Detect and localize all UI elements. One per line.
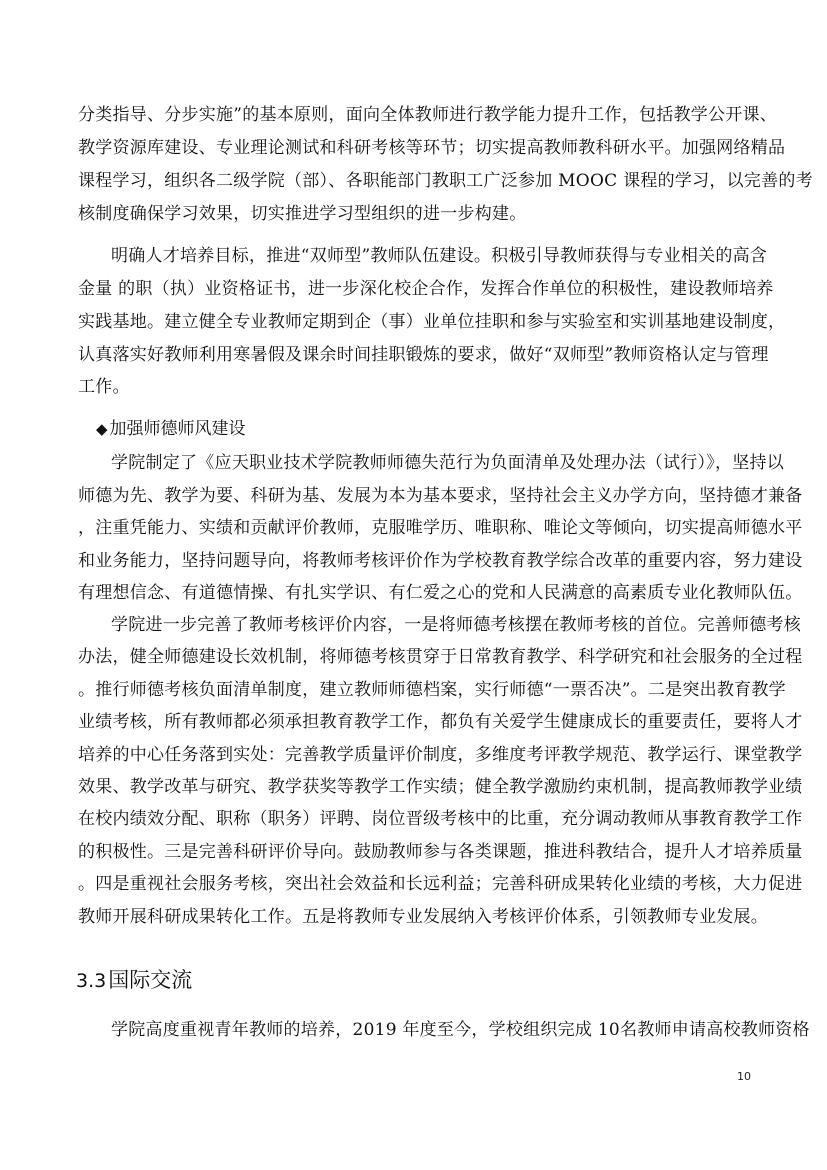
text-line: 金量 的职（执）业资格证书，进一步深化校企合作，发挥合作单位的积极性，建设教师培养 (78, 279, 774, 299)
text-line: 和业务能力，坚持问题导向，将教师考核评价作为学校教育教学综合改革的重要内容，努力建设 (78, 551, 803, 571)
text-line: 业绩考核，所有教师都必须承担教育教学工作，都负有关爱学生健康成长的重要责任，要将人才 (78, 712, 803, 732)
text-line: 教师开展科研成果转化工作。五是将教师专业发展纳入考核评价体系，引领教师专业发展。 (78, 907, 768, 927)
text-line: 学院制定了《应天职业技术学院教师师德失范行为负面清单及处理办法（试行）》，坚持以 (111, 453, 784, 473)
text-line: 学院进一步完善了教师考核评价内容，一是将师德考核摆在教师考核的首位。完善师德考核 (111, 615, 801, 635)
text-line: 实践基地。建立健全专业教师定期到企（事）业单位挂职和参与实验室和实训基地建设制度， (78, 312, 786, 332)
text-line: 核制度确保学习效果，切实推进学习型组织的进一步构建。 (78, 204, 527, 224)
text-line: 课程学习，组织各二级学院（部）、各职能部门教职工广泛参加 MOOC 课程的学习，以完善的考 (78, 171, 813, 191)
text-line: 明确人才培养目标，推进“双师型”教师队伍建设。积极引导教师获得与专业相关的高含 (111, 246, 768, 266)
section-heading (76, 964, 192, 994)
text-line: 办法，健全师德建设长效机制，将师德考核贯穿于日常教育教学、科学研究和社会服务的全过程 (78, 647, 803, 667)
text-line: 的积极性。三是完善科研评价导向。鼓励教师参与各类课题，推进科教结合，提升人才培养质量 (78, 842, 803, 862)
text-line: 认真落实好教师利用寒暑假及课余时间挂职锻炼的要求，做好“双师型”教师资格认定与管理 (78, 345, 769, 365)
text-line: 学院高度重视青年教师的培养，2019 年度至今，学校组织完成 10名教师申请高校教师资格 (111, 1020, 810, 1040)
section-number: 3.3 (76, 970, 107, 992)
text-line: 分类指导、分步实施”的基本原则，面向全体教师进行教学能力提升工作，包括教学公开课、 (78, 105, 777, 125)
bullet-heading (96, 418, 246, 440)
page-number: 10 (737, 1070, 751, 1083)
section-title: 国际交流 (108, 968, 193, 992)
text-line: 在校内绩效分配、职称（职务）评聘、岗位晋级考核中的比重，充分调动教师从事教育教学工作 (78, 809, 803, 829)
text-line: 教学资源库建设、专业理论测试和科研考核等环节；切实提高教师教科研水平。加强网络精品 (78, 138, 786, 158)
text-line: 工作。 (78, 377, 130, 397)
text-line: 培养的中心任务落到实处：完善教学质量评价制度，多维度考评教学规范、教学运行、课堂教学 (78, 745, 803, 765)
bullet-heading-text: 加强师德师风建设 (109, 419, 246, 439)
diamond-bullet-icon: ◆ (96, 420, 108, 438)
text-line: 有理想信念、有道德情操、有扎实学识、有仁爱之心的党和人民满意的高素质专业化教师队伍。 (78, 583, 803, 603)
text-line: 。推行师德考核负面清单制度，建立教师师德档案，实行师德“一票否决”。二是突出教育教学 (78, 680, 786, 700)
text-line: ，注重凭能力、实绩和贡献评价教师，克服唯学历、唯职称、唯论文等倾向，切实提高师德水平 (78, 518, 803, 538)
text-line: 师德为先、教学为要、科研为基、发展为本为基本要求，坚持社会主义办学方向，坚持德才兼备 (78, 486, 803, 506)
text-line: 。四是重视社会服务考核，突出社会效益和长远利益；完善科研成果转化业绩的考核，大力促进 (78, 874, 803, 894)
text-line: 效果、教学改革与研究、教学获奖等教学工作实绩；健全教学激励约束机制，提高教师教学业绩 (78, 777, 803, 797)
